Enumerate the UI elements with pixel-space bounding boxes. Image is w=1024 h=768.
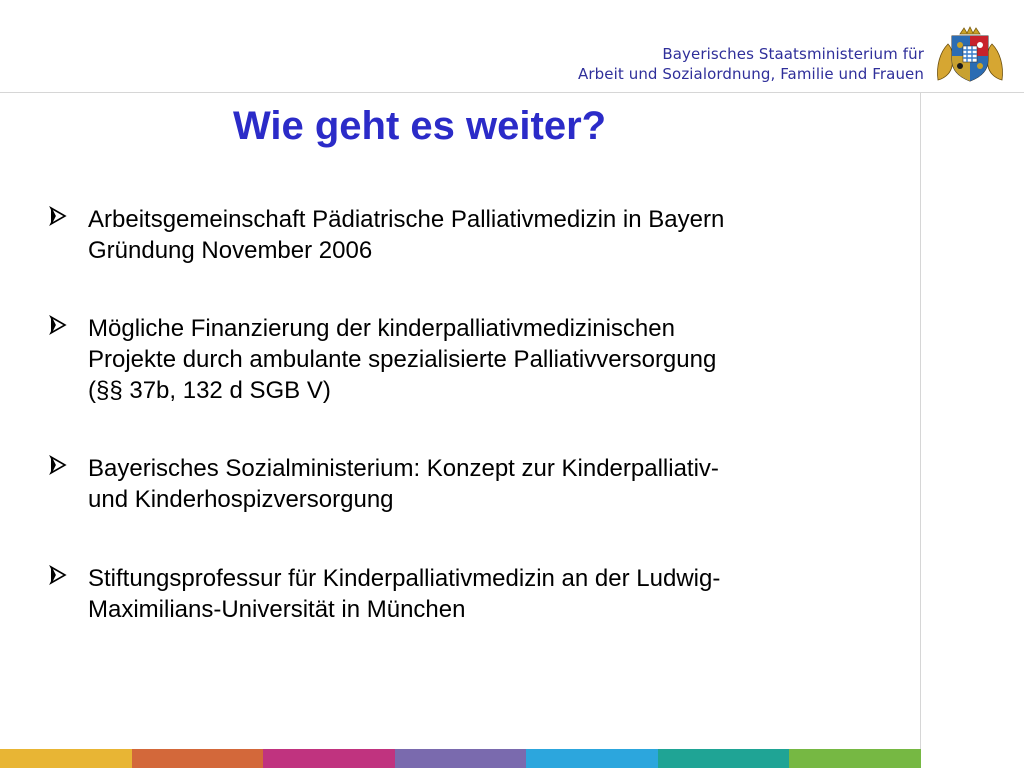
ministry-name-line-2: Arbeit und Sozialordnung, Familie und Frauen (578, 65, 924, 83)
arrowhead-bullet-icon (48, 206, 68, 226)
footer-color-segment (132, 749, 264, 768)
bullet-text-line: Projekte durch ambulante spezialisierte Palliativversorgung (88, 346, 717, 373)
footer-color-segment (526, 749, 658, 768)
footer-color-segment (263, 749, 395, 768)
arrowhead-bullet-icon (48, 315, 68, 335)
ministry-name (578, 44, 924, 84)
bavarian-coat-of-arms-icon (934, 26, 1006, 84)
arrowhead-bullet-icon (48, 455, 68, 475)
bullet-item (48, 313, 908, 406)
slide-title: Wie geht es weiter? (233, 104, 607, 148)
arrowhead-bullet-icon (48, 565, 68, 585)
bullet-list (48, 204, 908, 625)
bullet-text-line: (§§ 37b, 132 d SGB V) (88, 377, 331, 404)
bullet-item (48, 204, 908, 266)
bullet-text-line: Arbeitsgemeinschaft Pädiatrische Palliativmedizin in Bayern (88, 206, 725, 233)
footer-color-segment (789, 749, 921, 768)
bullet-text-line: Gründung November 2006 (88, 237, 373, 264)
bullet-text-line: Stiftungsprofessur für Kinderpalliativmedizin an der Ludwig- (88, 565, 721, 592)
right-margin-divider (920, 93, 921, 750)
bullet-text-line: Maximilians-Universität in München (88, 596, 466, 623)
ministry-name-line-1: Bayerisches Staatsministerium für (662, 45, 924, 63)
bullet-text-line: Bayerisches Sozialministerium: Konzept zur Kinderpalliativ- (88, 455, 719, 482)
footer-color-segment (658, 749, 790, 768)
header-divider (0, 92, 1024, 93)
footer-color-band (0, 749, 921, 768)
bullet-text-line: Mögliche Finanzierung der kinderpalliativmedizinischen (88, 315, 675, 342)
bullet-item (48, 453, 908, 515)
bullet-item (48, 563, 908, 625)
footer-color-segment (0, 749, 132, 768)
footer-color-segment (395, 749, 527, 768)
bullet-text-line: und Kinderhospizversorgung (88, 486, 394, 513)
